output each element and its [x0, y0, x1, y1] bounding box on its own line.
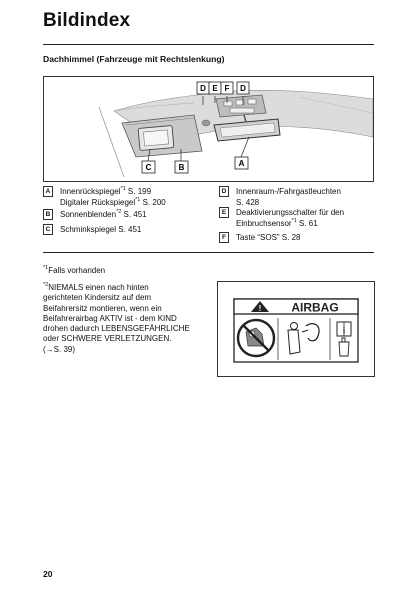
callout-d-second: D: [240, 84, 246, 93]
warning-symbol: !: [258, 304, 262, 313]
legend-a-text: Innenrückspiegel: [60, 187, 121, 196]
legend-b-text: Sonnenblenden: [60, 210, 117, 219]
airbag-warning-label-frame: [217, 281, 375, 377]
legend-letter-f: F: [219, 232, 229, 243]
callout-a: A: [238, 159, 245, 168]
page-number: 20: [43, 569, 53, 579]
legend-letter-e: E: [219, 207, 229, 218]
section-heading: Dachhimmel (Fahrzeuge mit Rechtslenkung): [43, 54, 225, 64]
legend-a-page: S. 199: [125, 187, 152, 196]
page-title: Bildindex: [43, 10, 131, 31]
legend-item-b: [43, 209, 147, 221]
legend-a-text-2: Digitaler Rückspiegel: [60, 197, 136, 207]
section-rule: [43, 252, 374, 253]
footnote-ref: *1: [120, 186, 126, 192]
footnote-ref: *1: [291, 217, 297, 224]
legend-item-c: [43, 224, 141, 236]
legend-b-page: S. 451: [121, 210, 147, 219]
footnote-1-text: Falls vorhanden: [48, 266, 106, 275]
footnote-2-line: NIEMALS einen nach hinten: [48, 283, 149, 292]
legend-e-page: S. 61: [296, 218, 318, 228]
legend-letter-a: A: [43, 186, 53, 197]
legend-letter-c: C: [43, 224, 53, 235]
footnote-2-line: drohen dadurch LEBENSGEFÄHRLICHE: [43, 324, 190, 334]
footnote-2-line: Beifahrersitz montieren, wenn ein: [43, 303, 162, 313]
footnote-2-line: gerichteten Kindersitz auf dem: [43, 293, 152, 303]
legend-letter-b: B: [43, 209, 53, 220]
footnote-1: [43, 266, 105, 276]
legend-item-a: [43, 186, 166, 208]
legend-c-text: Schminkspiegel S. 451: [60, 225, 142, 234]
callout-c: C: [145, 163, 152, 172]
legend-d-text: Innenraum-/Fahrgastleuchten: [236, 187, 341, 196]
child-seat-prohibited-icon: [238, 320, 274, 356]
legend-e-text-2: Einbruchsensor: [236, 218, 292, 228]
legend-e-text: Deaktivierungsschalter für den: [236, 208, 345, 217]
legend-letter-d: D: [219, 186, 229, 197]
overhead-console-drawing: [44, 77, 373, 181]
overhead-illustration: [43, 76, 374, 182]
callout-e: E: [212, 84, 218, 93]
legend-a-page-2: S. 200: [140, 197, 166, 207]
callout-b: B: [178, 163, 185, 172]
legend-f-text: Taste “SOS” S. 28: [236, 233, 301, 242]
legend-item-e: [219, 207, 344, 229]
legend-item-d: [219, 186, 341, 208]
legend-item-f: [219, 232, 300, 244]
footnote-2-line: Beifahrerairbag AKTIV ist - dem KIND: [43, 313, 177, 323]
svg-text:i: i: [342, 326, 346, 335]
footnote-2: [43, 283, 213, 355]
footnote-2-line: oder SCHWERE VERLETZUNGEN.: [43, 334, 172, 344]
footnote-2-line: (→S. 39): [43, 344, 76, 354]
airbag-label-text: AIRBAG: [291, 300, 339, 315]
airbag-warning-label: [218, 282, 374, 376]
footnote-1-marker: *1: [43, 265, 49, 271]
callout-f: F: [224, 84, 230, 93]
legend-d-page: S. 428: [236, 197, 260, 207]
footnote-2-marker: *2: [43, 282, 49, 288]
title-rule: [43, 44, 374, 45]
footnote-ref: *1: [135, 196, 141, 203]
callout-d: D: [200, 84, 206, 93]
footnote-ref: *2: [116, 209, 122, 215]
legend: [43, 186, 374, 250]
